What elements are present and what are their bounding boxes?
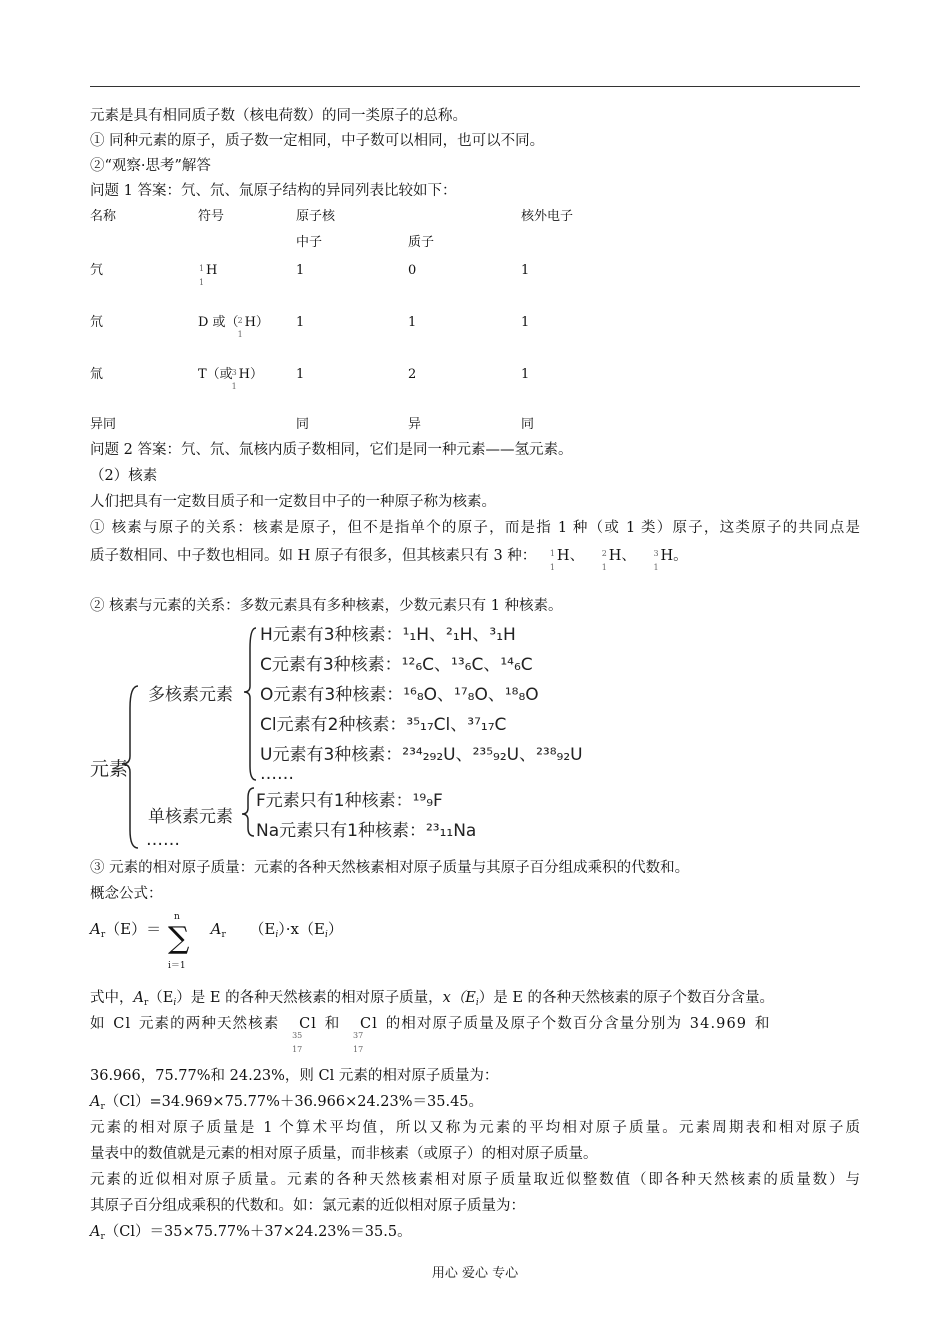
expl-a: A — [133, 990, 144, 1006]
mass-number: 3 — [653, 549, 659, 558]
col-header-electron: 核外电子 — [521, 209, 574, 224]
mass-number: 35 — [292, 1031, 303, 1040]
diagram-multi-item-h: H元素有3种核素：¹₁H、²₁H、³₁H — [260, 625, 516, 645]
paragraph-formula-explanation — [90, 988, 774, 1013]
col-header-name: 名称 — [90, 209, 117, 224]
diagram-root-label: 元素 — [90, 758, 129, 780]
isotope-text: H、 — [556, 548, 585, 564]
calc2-r: r — [100, 1232, 105, 1242]
expl-e: （E — [148, 990, 174, 1006]
expl-x: x（E — [442, 990, 476, 1006]
diagram-multi-item-cl: Cl元素有2种核素：³⁵₁₇Cl、³⁷₁₇C — [260, 715, 507, 735]
formula-relative-atomic-mass — [90, 918, 343, 940]
paragraph-element-definition: 元素是具有相同质子数（核电荷数）的同一类原子的总称。 — [90, 108, 467, 124]
isotope-text: H。 — [660, 548, 688, 564]
element-classification-diagram — [90, 618, 583, 858]
table-row-proton: 0 — [408, 263, 417, 278]
symbol-prefix: T（或 — [198, 367, 233, 382]
mass-number: 2 — [601, 549, 607, 558]
mass-number: 2 — [237, 316, 243, 325]
paragraph-nuclide-definition: 人们把具有一定数目质子和一定数目中子的一种原子称为核素。 — [90, 494, 496, 510]
formula-r-sub: r — [100, 930, 106, 940]
paragraph-approx-1: 元素的近似相对原子质量。元素的各种天然核素相对原子质量取近似整数值（即各种天然核素的质量数）与 — [90, 1172, 860, 1188]
paragraph-question-2: 问题 2 答案：氕、氘、氚核内质子数相同，它们是同一种元素——氢元素。 — [90, 442, 573, 458]
formula-close: ） — [278, 920, 286, 938]
header-rule — [90, 86, 860, 87]
expl-close2: ） — [478, 990, 494, 1006]
calc-r: r — [100, 1102, 105, 1112]
diagram-multi-item-u: U元素有3种核素：²³⁴₂₉₂U、²³⁵₉₂U、²³⁸₉₂U — [260, 745, 583, 765]
diagram-multi-item-c: C元素有3种核素：¹²₆C、¹³₆C、¹⁴₆C — [260, 655, 533, 675]
symbol-prefix: D 或（ — [198, 315, 239, 330]
col-header-symbol: 符号 — [198, 209, 225, 224]
table-row-proton: 1 — [408, 315, 417, 330]
table-row-name: 氚 — [90, 367, 104, 382]
calc-text: （Cl）=34.969×75.77%＋36.966×24.23%＝35.45。 — [104, 1094, 484, 1110]
calc2-text: （Cl）＝35×75.77%＋37×24.23%＝35.5。 — [104, 1224, 412, 1240]
table-summary-name: 异同 — [90, 417, 117, 432]
expl-i2: i — [475, 998, 479, 1008]
table-row-neutron: 1 — [296, 263, 305, 278]
formula-x: ·x（E — [285, 920, 325, 938]
expl-text-1: 是 E 的各种天然核素的相对原子质量， — [190, 990, 443, 1006]
formula-i-sub: i — [324, 930, 328, 940]
table-row-electron: 1 — [521, 315, 530, 330]
mass-number: 1 — [199, 264, 205, 273]
formula-term-r: r — [221, 930, 226, 940]
paragraph-cl-calc — [90, 1092, 483, 1117]
atomic-number: 1 — [199, 278, 205, 287]
col-header-nucleus: 原子核 — [296, 209, 336, 224]
sigma-upper: n — [174, 912, 180, 922]
formula-close2: ） — [327, 920, 343, 938]
paragraph-point-2: ②“观察·思考”解答 — [90, 158, 211, 174]
ex-text-a: 如 Cl 元素的两种天然核素 — [90, 1016, 280, 1032]
table-row-symbol — [199, 262, 218, 287]
paragraph-concept-formula: 概念公式： — [90, 886, 163, 902]
atomic-number: 1 — [653, 563, 659, 572]
page-footer: 用心 爱心 专心 — [431, 1266, 519, 1281]
paragraph-cl-values: 36.966，75.77%和 24.23%，则 Cl 元素的相对原子质量为： — [90, 1068, 499, 1084]
atomic-number: 1 — [231, 382, 237, 391]
table-row-name: 氕 — [90, 263, 104, 278]
formula-i-sub: i — [275, 930, 279, 940]
diagram-multi-item-o: O元素有3种核素：¹⁶₈O、¹⁷₈O、¹⁸₈O — [260, 685, 539, 705]
ex-text-b: Cl 和 — [299, 1016, 341, 1032]
table-summary-proton: 异 — [408, 417, 422, 432]
table-summary-electron: 同 — [521, 417, 535, 432]
calc-a: A — [90, 1094, 101, 1110]
diagram-single-item-na: Na元素只有1种核素：²³₁₁Na — [256, 821, 477, 841]
table-row-symbol — [198, 314, 269, 339]
diagram-multi-label: 多核素元素 — [148, 685, 233, 705]
paragraph-relation-2: ② 核素与元素的关系：多数元素具有多种核素，少数元素只有 1 种核素。 — [90, 598, 563, 614]
diagram-single-item-f: F元素只有1种核素：¹⁹₉F — [256, 791, 443, 811]
diagram-single-label: 单核素元素 — [148, 807, 233, 827]
mass-number: 3 — [231, 368, 237, 377]
col-subheader-neutron: 中子 — [296, 235, 323, 250]
table-row-neutron: 1 — [296, 315, 305, 330]
paragraph-cl-example — [90, 1014, 771, 1054]
atomic-number: 1 — [549, 563, 556, 572]
atomic-number: 1 — [237, 330, 243, 339]
table-row-proton: 2 — [408, 367, 417, 382]
isotope-text: H、 — [608, 548, 636, 564]
paragraph-relation-1b — [90, 546, 688, 572]
expl-close: ） — [176, 990, 191, 1006]
section-title-nuclide: （2）核素 — [90, 468, 158, 484]
diagram-root-dots: …… — [146, 830, 180, 850]
expl-r: r — [143, 998, 149, 1008]
atomic-number: 17 — [353, 1045, 364, 1054]
formula-a: A — [90, 920, 101, 938]
paragraph-relation-3: ③ 元素的相对原子质量：元素的各种天然核素相对原子质量与其原子百分组成乘积的代数和。 — [90, 860, 690, 876]
mass-number: 37 — [353, 1031, 364, 1040]
ex-text-c: Cl 的相对原子质量及原子个数百分含量分别为 34.969 和 — [360, 1016, 771, 1032]
paragraph-approx-2: 其原子百分组成乘积的代数和。如：氯元素的近似相对原子质量为： — [90, 1198, 525, 1214]
symbol-text: H） — [244, 315, 269, 330]
sigma-lower: i＝1 — [168, 961, 186, 971]
diagram-multi-item-more: …… — [260, 764, 294, 784]
symbol-text: H） — [238, 367, 264, 382]
table-row-name: 氘 — [90, 315, 104, 330]
symbol-text: H — [206, 263, 218, 278]
atomic-number: 1 — [601, 563, 607, 572]
expl-prefix: 式中， — [90, 990, 134, 1006]
paragraph-average-2: 量表中的数值就是元素的相对原子质量，而非核素（或原子）的相对原子质量。 — [90, 1146, 598, 1162]
formula-term-a: A — [210, 920, 222, 938]
table-row-electron: 1 — [521, 367, 530, 382]
formula-e: （E）＝ — [105, 920, 162, 938]
paragraph-point-1: ① 同种元素的原子，质子数一定相同，中子数可以相同，也可以不同。 — [90, 133, 545, 149]
table-row-neutron: 1 — [296, 367, 305, 382]
expl-i: i — [173, 998, 177, 1008]
table-row-symbol — [198, 366, 264, 391]
table-summary-neutron: 同 — [296, 417, 310, 432]
atomic-number: 17 — [292, 1045, 303, 1054]
table-row-electron: 1 — [521, 263, 530, 278]
formula-ei: （E — [249, 920, 276, 938]
expl-text-2: 是 E 的各种天然核素的原子个数百分含量。 — [493, 990, 775, 1006]
col-subheader-proton: 质子 — [408, 235, 435, 250]
sigma-symbol: ∑ — [168, 921, 190, 956]
relation-1b-text: 质子数相同、中子数也相同。如 H 原子有很多，但其核素只有 3 种： — [90, 548, 537, 564]
mass-number: 1 — [549, 549, 556, 558]
paragraph-question-1: 问题 1 答案：氕、氘、氚原子结构的异同列表比较如下： — [90, 183, 457, 199]
calc2-a: A — [90, 1224, 101, 1240]
paragraph-approx-calc — [90, 1222, 412, 1247]
paragraph-average-1: 元素的相对原子质量是 1 个算术平均值，所以又称为元素的平均相对原子质量。元素周期表和相对原子质 — [90, 1120, 860, 1136]
paragraph-relation-1a: ① 核素与原子的关系：核素是原子，但不是指单个的原子，而是指 1 种（或 1 类）原子，这类原子的共同点是 — [90, 520, 860, 536]
